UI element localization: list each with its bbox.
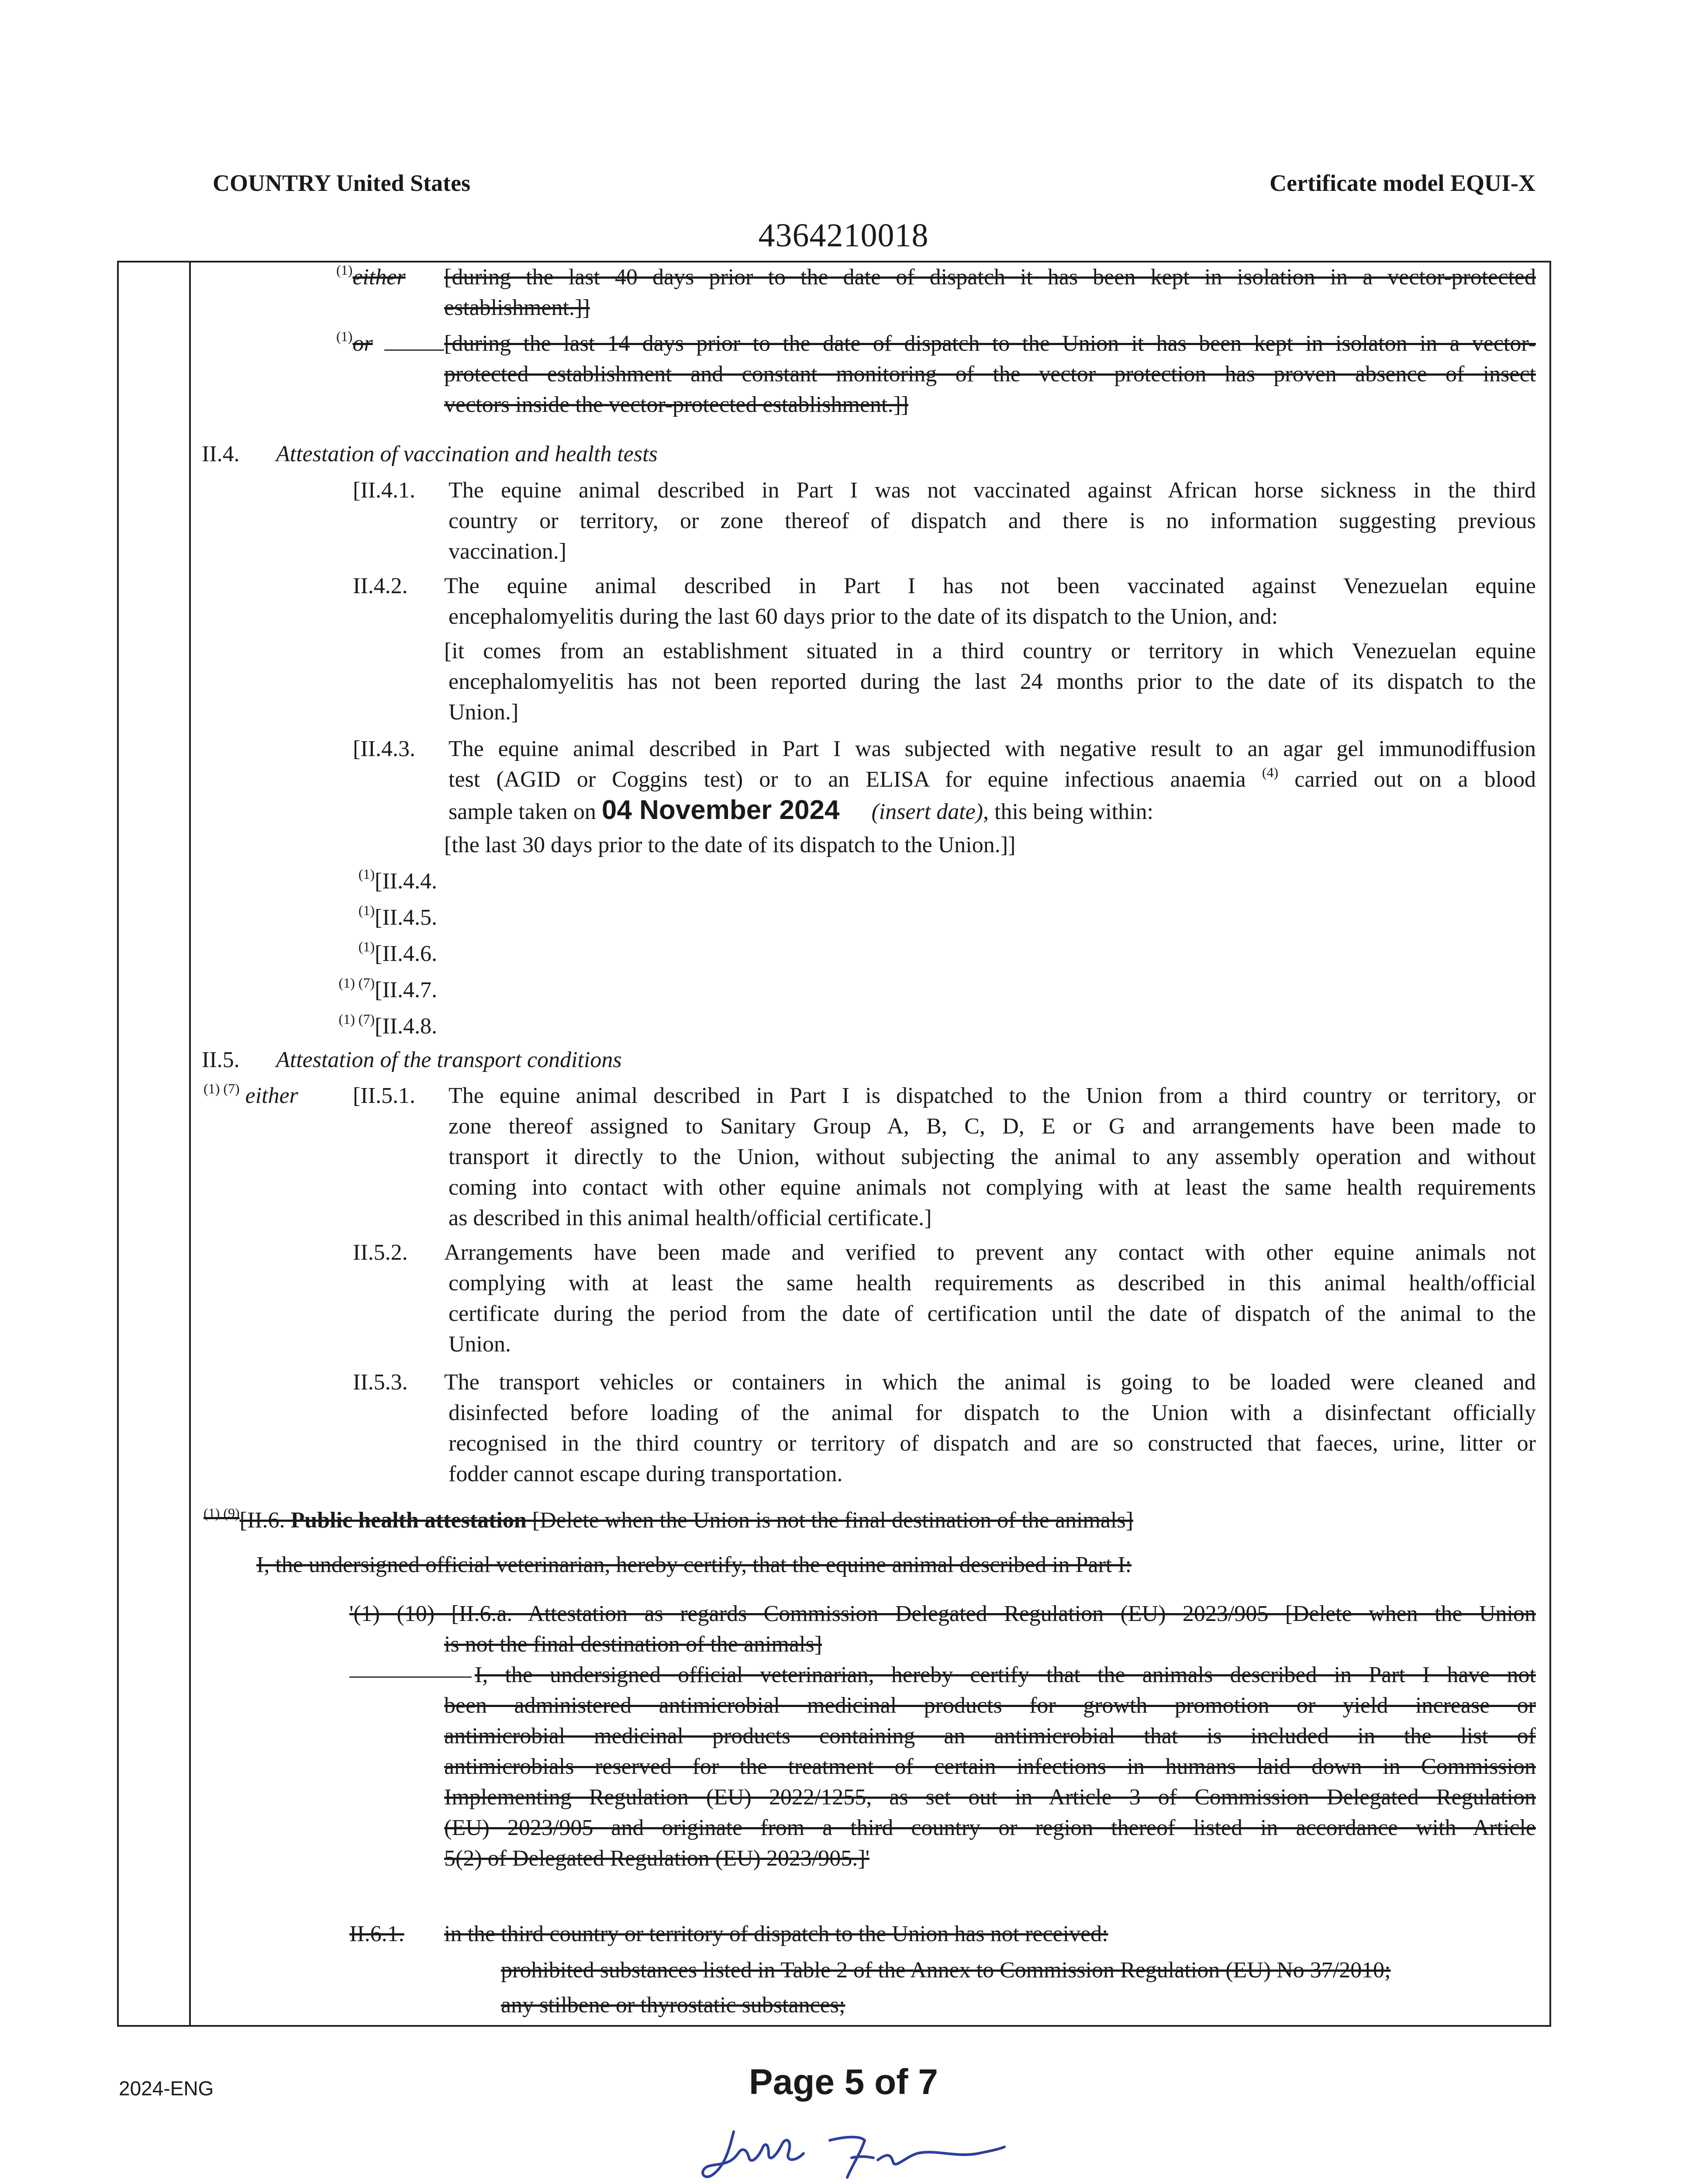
isolation-either-label: $^{(1)}$either <box>336 262 406 290</box>
II61-number: II.6.1. <box>349 1921 404 1946</box>
II47-omitted: $^{(1) (7)}$[II.4.7. <box>338 975 437 1002</box>
certificate-model: Certificate model EQUI-X <box>1270 170 1535 196</box>
section-II5-title: Attestation of the transport conditions <box>276 1047 622 1072</box>
test-date: 04 November 2024 <box>601 795 840 825</box>
II41-number: [II.4.1. <box>353 478 415 503</box>
II52-text: Arrangements have been made and verified to prevent any contact with other equine animals not complying with at least the same health requirements as described in this animal health/official certificate during the period from the date of certification until the date of dispatch of the animal to the Union. <box>444 1240 1536 1357</box>
II42-condition: [it comes from an establishment situated in a third country or territory in which Venezuelan equine encephalomyelitis has not been reported during the last 24 months prior to the date of its dispatch to the Union.] <box>444 639 1536 725</box>
signature <box>699 2123 1013 2184</box>
II43-number: [II.4.3. <box>353 736 415 761</box>
column-divider <box>189 261 191 2027</box>
section-II4-number: II.4. <box>202 442 240 467</box>
II41-text: The equine animal described in Part I was not vaccinated against African horse sickness in the third country or territory, or zone thereof of dispatch and there is no information suggesting previous vaccination.] <box>448 478 1536 564</box>
II53-text: The transport vehicles or containers in which the animal is going to be loaded were cleaned and disinfected before loading of the animal for dispatch to the Union with a disinfectant officially recognised in the third country or territory of dispatch and are so constructed that faeces, urine, litter or fodder cannot escape during transportation. <box>444 1370 1536 1486</box>
II6-intro: I, the undersigned official veterinarian, hereby certify, that the equine animal described in Part I: <box>256 1552 1132 1577</box>
II51-number: [II.5.1. <box>353 1083 415 1108</box>
or-dash <box>384 349 444 351</box>
page-number: Page 5 of 7 <box>749 2062 938 2102</box>
certificate-number: 4364210018 <box>758 217 929 254</box>
isolation-either-text: [during the last 40 days prior to the date of dispatch it has been kept in isolation in a vector-protected establishment.]] <box>444 265 1536 320</box>
II6a-text: I, the undersigned official veterinarian, hereby certify that the animals described in Part I have not been administered antimicrobial medicinal products for growth promotion or yield increase or antimicrobial medicinal products containing an antimicrobial that is included in the list of antimicrobials reserved for the treatment of certain infections in humans laid down in Commission Implementing Regulation (EU) 2022/1255, as set out in Article 3 of Commission Delegated Regulation (EU) 2023/905 and originate from a third country or region thereof listed in accordance with Article 5(2) of Delegated Regulation (EU) 2023/905.]' <box>444 1662 1536 1871</box>
II43-text: The equine animal described in Part I was subjected with negative result to an agar gel immunodiffusion test (AGID or Coggins test) or to an ELISA for equine infectious anaemia $^{(4)}$ carried out on a blood sample taken on 04 November 2024 (insert date), this being within: <box>448 736 1536 825</box>
isolation-or-text: [during the last 14 days prior to the date of dispatch to the Union it has been kept in isolaton in a vector- protected establishment and constant monitoring of the vector protection has proven absence of insect vectors inside the vector-protected establishment.]] <box>444 331 1536 417</box>
section-II4-title: Attestation of vaccination and health tests <box>276 442 658 467</box>
II48-omitted: $^{(1) (7)}$[II.4.8. <box>338 1011 437 1039</box>
II42-text: The equine animal described in Part I has not been vaccinated against Venezuelan equine encephalomyelitis during the last 60 days prior to the date of its dispatch to the Union, and: <box>444 574 1536 629</box>
II44-omitted: $^{(1)}$[II.4.4. <box>358 866 437 894</box>
II61-bullet-2: any stilbene or thyrostatic substances; <box>501 1993 845 2018</box>
country-header: COUNTRY United States <box>213 170 471 196</box>
section-II5-number: II.5. <box>202 1047 240 1072</box>
isolation-or-label: $^{(1)}$or <box>336 328 373 356</box>
II6a-heading: '(1) (10) [II.6.a. Attestation as regards Commission Delegated Regulation (EU) 2023/905 [Delete when the Union is not the final destination of the animals] <box>349 1601 1536 1657</box>
II61-text: in the third country or territory of dispatch to the Union has not received: <box>444 1921 1108 1946</box>
footer-code: 2024-ENG <box>119 2077 214 2100</box>
II53-number: II.5.3. <box>353 1370 408 1395</box>
II61-bullet-1: prohibited substances listed in Table 2 of the Annex to Commission Regulation (EU) No 37/2010; <box>501 1958 1391 1983</box>
II6-heading: $^{(1) (9)}$[II.6. Public health attestation [Delete when the Union is not the final destination of the animals] <box>204 1505 1133 1533</box>
II45-omitted: $^{(1)}$[II.4.5. <box>358 902 437 930</box>
II43-window: [the last 30 days prior to the date of its dispatch to the Union.]] <box>444 833 1016 857</box>
II51-either: $^{(1) (7)}$ either <box>204 1081 298 1108</box>
II46-omitted: $^{(1)}$[II.4.6. <box>358 939 437 966</box>
II42-number: II.4.2. <box>353 574 408 598</box>
II52-number: II.5.2. <box>353 1240 408 1265</box>
II51-text: The equine animal described in Part I is dispatched to the Union from a third country or territory, or zone thereof assigned to Sanitary Group A, B, C, D, E or G and arrangements have been made to transport it directly to the Union, without subjecting the animal to any assembly operation and without coming into contact with other equine animals not complying with at least the same health requirements as described in this animal health/official certificate.] <box>448 1083 1536 1230</box>
